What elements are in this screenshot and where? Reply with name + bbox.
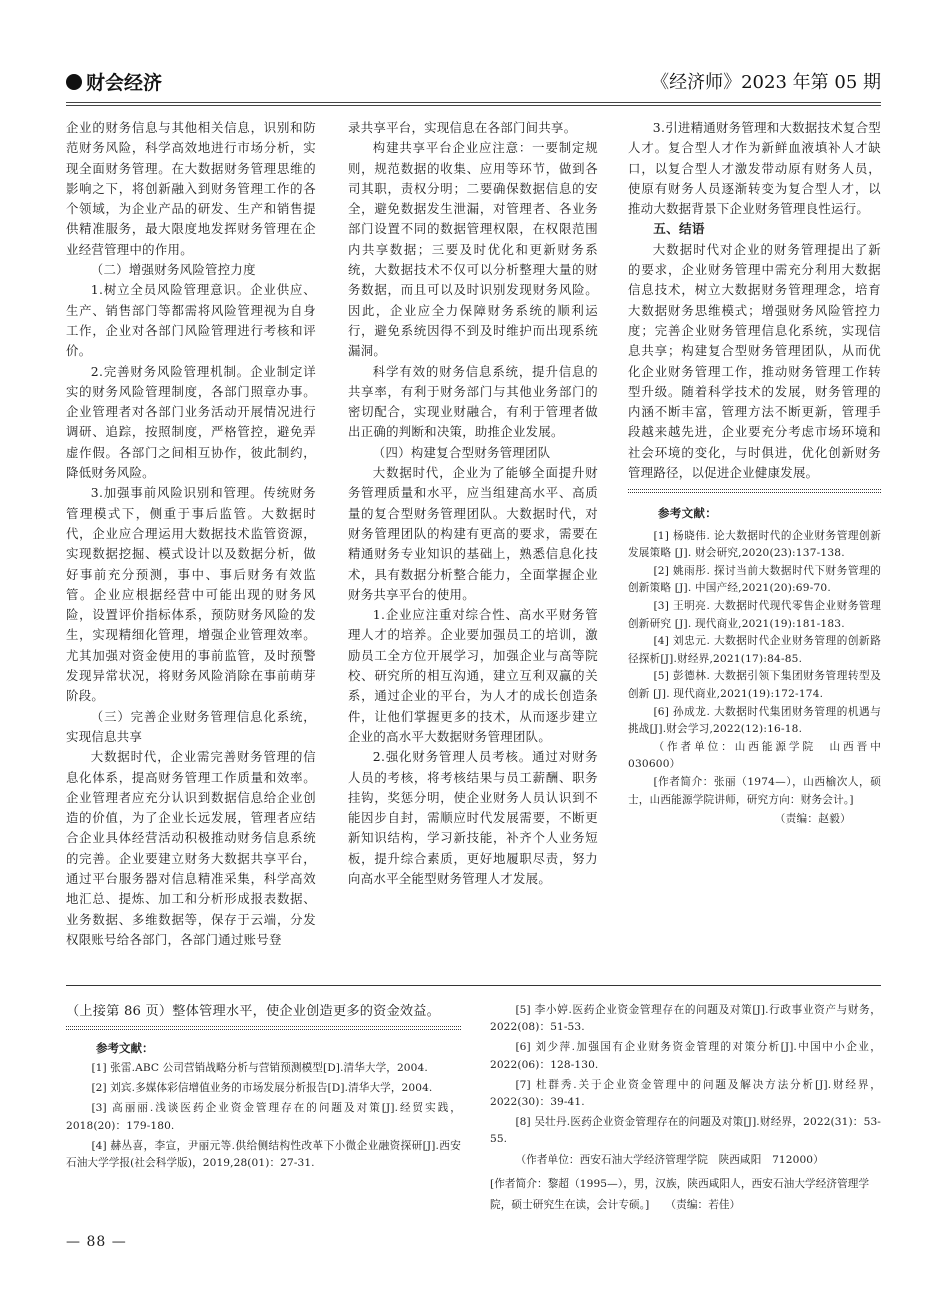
column-3: [628, 118, 881, 829]
author-affiliation: （作者单位：西安石油大学经济管理学院 陕西咸阳 712000）: [515, 1153, 824, 1166]
reference-item: [4] 刘忠元. 大数据时代企业财务管理的创新路径探析[J].财经界,2021(17):84-85.: [628, 635, 881, 665]
paragraph: 1.树立全员风险管理意识。企业供应、生产、销售部门等都需将风险管理视为自身工作，企业对各部门风险管理进行考核和评价。: [66, 282, 316, 359]
subheading: （二）增强财务风险管控力度: [90, 262, 256, 278]
paragraph: 大数据时代，企业为了能够全面提升财务管理质量和水平，应当组建高水平、高质量的复合型财务管理团队。大数据时代，对财务管理团队的构建有更高的要求，需要在精通财务专业知识的基础上，熟悉信息化技术，具有数据分析整合能力，全面掌握企业财务共享平台的使用。: [348, 465, 598, 602]
reference-item: [3] 王明亮. 大数据时代现代零售企业财务管理创新研究 [J]. 现代商业,2021(19):181-183.: [628, 600, 881, 630]
continuation-text: （上接第 86 页）整体管理水平，使企业创造更多的资金效益。: [66, 1004, 441, 1019]
column-1: [66, 118, 316, 950]
reference-item: [6] 刘少萍.加强国有企业财务资金管理的对策分析[J].中国中小企业，2022(06)：128-130.: [490, 1041, 881, 1071]
editor-note: （责编：赵毅）: [774, 813, 851, 826]
paragraph: 2.强化财务管理人员考核。通过对财务人员的考核，将考核结果与员工薪酬、职务挂钩，奖惩分明，使企业财务人员认识到不能因步自封，需顺应时代发展需要，不断更新知识结构，学习新技能，补齐个人业务短板，提升综合素质，更好地履职尽责，努力向高水平全能型财务管理人才发展。: [348, 749, 598, 886]
paragraph: 企业的财务信息与其他相关信息，识别和防范财务风险，科学高效地进行市场分析，实现全面财务管理。在大数据财务管理思维的影响之下，将创新融入到财务管理工作的各个领域，为企业产品的研发、生产和销售提供精准服务，最大限度地发挥财务管理在企业经营管理中的作用。: [66, 120, 316, 257]
author-bio-text: [作者简介：黎超（1995—），男，汉族，陕西咸阳人，西安石油大学经济管理学院，硕士研究生在读，会计专硕。]: [490, 1177, 870, 1212]
reference-item: [3] 高丽丽.浅谈医药企业资金管理存在的问题及对策[J].经贸实践，2018(20)：179-180.: [66, 1102, 461, 1132]
reference-item: [2] 刘宾.多媒体彩信增值业务的市场发展分析报告[D].清华大学，2004.: [91, 1082, 433, 1095]
author-bio: [作者简介：张丽（1974—），山西榆次人，硕士，山西能源学院讲师，研究方向：财务会计。]: [628, 775, 881, 806]
reference-item: [5] 李小婷.医药企业资金管理存在的问题及对策[J].行政事业资产与财务，2022(08)：51-53.: [490, 1004, 881, 1034]
section-title: 财会经济: [86, 72, 163, 94]
header-rule: [66, 102, 881, 106]
references-title: 参考文献：: [96, 1041, 154, 1055]
page-number: — 88 —: [66, 1234, 127, 1250]
author-affiliation: （作者单位：山西能源学院 山西晋中 030600）: [628, 740, 881, 771]
reference-item: [6] 孙成龙. 大数据时代集团财务管理的机遇与挑战[J].财会学习,2022(12):16-18.: [628, 705, 881, 736]
paragraph: 科学有效的财务信息系统，提升信息的共享率，有利于财务部门与其他业务部门的密切配合，实现业财融合，有利于管理者做出正确的判断和决策，助推企业发展。: [348, 363, 598, 440]
paragraph: 3.引进精通财务管理和大数据技术复合型人才。复合型人才作为新鲜血液填补人才缺口，以复合型人才激发带动原有财务人员，使原有财务人员逐渐转变为复合型人才，以推动大数据背景下企业财务管理良性运行。: [628, 120, 881, 217]
reference-item: [2] 姚雨彤. 探讨当前大数据时代下财务管理的创新策略 [J]. 中国产经,2021(20):69-70.: [628, 564, 881, 595]
references-title: 参考文献：: [658, 506, 717, 521]
bottom-right-block: [490, 1002, 881, 1214]
paragraph: 2.完善财务风险管理机制。企业制定详实的财务风险管理制度，各部门照章办事。企业管理者对各部门业务活动开展情况进行调研、追踪，按照制度，严格管控，避免弄虚作假。各部门之间相互协作，彼此制约，降低财务风险。: [66, 363, 316, 481]
reference-item: [1] 杨晓伟. 论大数据时代的企业财务管理创新发展策略 [J]. 财会研究,2020(23):137-138.: [628, 529, 881, 560]
reference-item: [4] 赫丛喜，李宣，尹丽元等.供给侧结构性改革下小微企业融资探研[J].西安石油大学学报(社会科学版)，2019,28(01)：27-31.: [66, 1139, 461, 1170]
reference-item: [8] 吴壮丹.医药企业资金管理存在的问题及对策[J].财经界，2022(31)：53-55.: [490, 1116, 881, 1146]
reference-item: [5] 彭德林. 大数据引领下集团财务管理转型及创新 [J]. 现代商业,2021(19):172-174.: [628, 670, 881, 700]
bullet-dot-icon: [66, 74, 82, 90]
author-bio: [490, 1178, 869, 1211]
paragraph: 3.加强事前风险识别和管理。传统财务管理模式下，侧重于事后监管。大数据时代，企业应合理运用大数据技术监管资源，实现数据挖掘、模式设计以及数据分析，做好事前充分预测，事中、事后财务有效监管。企业应根据经营中可能出现的财务风险，设置评价指标体系，预防财务风险的发生，实现精细化管理，增强企业管理效率。尤其加强对资金使用的事前监管，及时预警发现异常状况，将财务风险消除在事前萌芽阶段。: [66, 485, 316, 704]
subheading: （四）构建复合型财务管理团队: [372, 444, 551, 460]
paragraph: 1.企业应注重对综合性、高水平财务管理人才的培养。企业要加强员工的培训，激励员工全方位开展学习，加强企业与高等院校、研究所的相互沟通，建立互利双赢的关系，通过企业的平台，为人才的成长创造条件，让他们掌握更多的技术，从而逐步建立企业的高水平大数据财务管理团队。: [348, 607, 598, 744]
editor-note: （责编：若佳）: [670, 1199, 741, 1212]
section-heading: 五、结语: [653, 221, 705, 237]
paragraph: 大数据时代对企业的财务管理提出了新的要求，企业财务管理中需充分利用大数据信息技术，树立大数据财务管理理念，培育大数据财务思维模式；增强财务风险管控力度；完善企业财务管理信息化系统，实现信息共享；构建复合型财务管理团队，从而优化企业财务管理工作，推动财务管理工作转型升级。随着科学技术的发展，财务管理的内涵不断丰富，管理方法不断更新，管理手段越来越先进，企业要充分考虑市场环境和社会环境的变化，与时俱进，优化创新财务管理路径，以促进企业健康发展。: [628, 241, 881, 481]
wavy-divider: [628, 489, 881, 493]
column-2: [348, 118, 598, 889]
page-header: [66, 62, 881, 110]
wavy-divider: [66, 1026, 461, 1030]
subheading: （三）完善企业财务管理信息化系统，实现信息共享: [66, 708, 316, 744]
reference-item: [7] 杜群秀.关于企业资金管理中的问题及解决方法分析[J].财经界，2022(30)：39-41.: [490, 1078, 881, 1109]
paragraph: 录共享平台，实现信息在各部门间共享。: [348, 120, 577, 135]
paragraph: 大数据时代，企业需完善财务管理的信息化体系，提高财务管理工作质量和效率。企业管理者应充分认识到数据信息给企业创造的价值，为了企业长远发展，管理者应结合企业具体经营活动积极推动财务信息系统的完善。企业要建立财务大数据共享平台，通过平台服务器对信息精准采集，科学高效地汇总、提炼、加工和分析形成报表数据、业务数据、多维数据等，保存于云端，分发权限账号给各部门，各部门通过账号登: [66, 749, 316, 947]
reference-item: [1] 张雷.ABC 公司营销战略分析与营销预测模型[D].清华大学，2004.: [91, 1062, 428, 1074]
bottom-left-block: [66, 1002, 461, 1175]
paragraph: 构建共享平台企业应注意：一要制定规则，规范数据的收集、应用等环节，做到各司其职，责权分明；二要确保数据信息的安全，避免数据发生泄漏，对管理者、各业务部门设置不同的数据管理权限，在权限范围内共享数据；三要及时优化和更新财务系统，大数据技术不仅可以分析整理大量的财务数据，而且可以及时识别发现财务风险。因此，企业应全力保障财务系统的顺利运行，避免系统因得不到及时维护而出现系统漏洞。: [348, 140, 598, 359]
issue-label: 《经济师》2023 年第 05 期: [651, 72, 881, 93]
section-divider: [66, 985, 881, 986]
